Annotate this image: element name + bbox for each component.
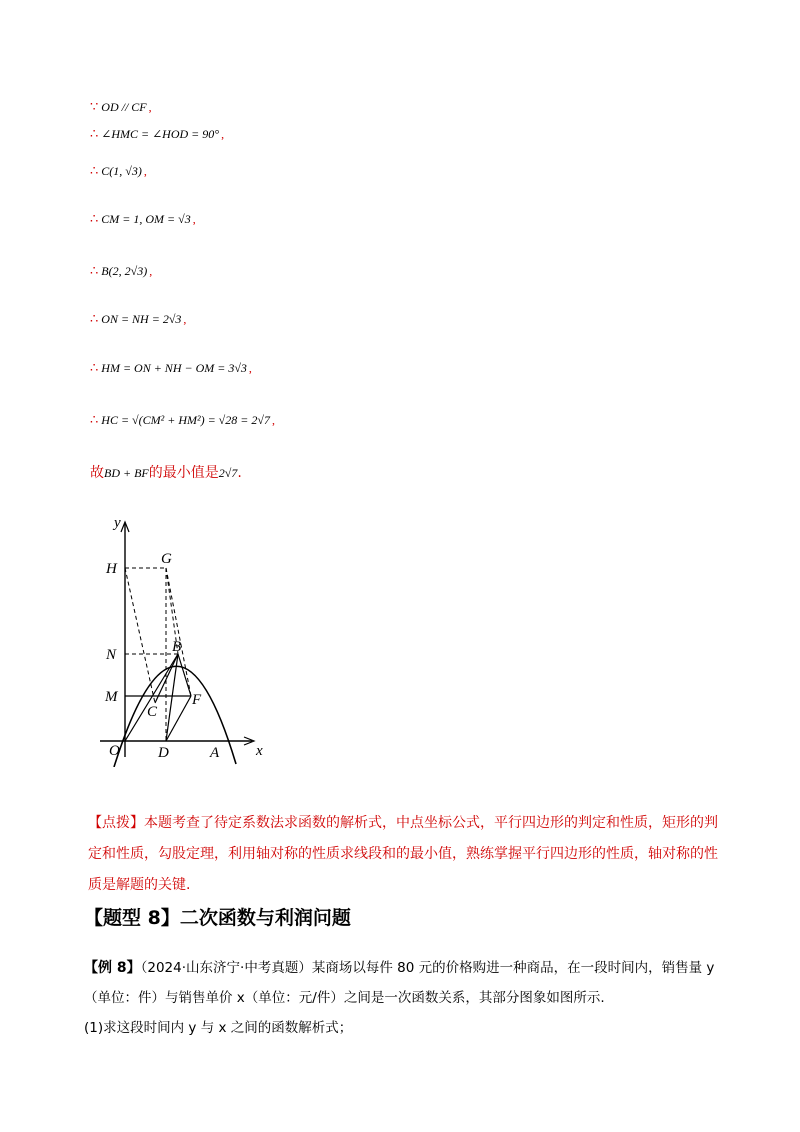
point-A: A (210, 745, 220, 761)
solution-line: ∴ C(1, √3) , (90, 163, 147, 178)
solution-line: ∴ ON = NH = 2√3 , (90, 311, 187, 326)
conclusion-value: 2√7 (218, 466, 238, 480)
point-G: G (161, 551, 172, 567)
conclusion-prefix: 故 (90, 465, 104, 481)
example-text: （2024·山东济宁·中考真题）某商场以每件 80 元的价格购进一种商品，在一段时间内，销售量 y（单位：件）与销售单价 x（单位：元/件）之间是一次函数关系，其部分图象如图所示. (84, 960, 715, 1006)
point-H: H (106, 561, 117, 577)
point-D: D (158, 745, 169, 761)
question-1: (1)求这段时间内 y 与 x 之间的函数解析式； (84, 1020, 353, 1036)
dashed-line-GF (166, 568, 191, 696)
segment-OB (125, 654, 178, 741)
conclusion-line (90, 462, 242, 482)
conclusion-end: . (237, 465, 242, 481)
conclusion-expr: BD + BF (104, 466, 149, 480)
segment-DF (166, 696, 191, 741)
point-M: M (105, 689, 118, 705)
example-label: 【例 8】 (84, 960, 141, 976)
tip-paragraph: 【点拨】本题考查了待定系数法求函数的解析式，中点坐标公式，平行四边形的判定和性质，矩形的判定和性质，勾股定理，利用轴对称的性质求线段和的最小值，熟练掌握平行四边形的性质，轴对称的性质是解题的关键. (88, 815, 718, 893)
x-axis-label: x (256, 743, 263, 759)
point-O: O (109, 743, 120, 759)
solution-line: ∵ OD // CF , (90, 99, 152, 114)
solution-line: ∴ CM = 1, OM = √3 , (90, 211, 196, 226)
point-N: N (106, 647, 117, 663)
example-paragraph (84, 953, 734, 1013)
point-B: B (172, 639, 182, 655)
solution-line: ∴ HC = √(CM² + HM²) = √28 = 2√7 , (90, 412, 275, 427)
point-C: C (147, 704, 158, 720)
section-heading: 【题型 8】二次函数与利润问题 (84, 907, 351, 929)
solution-line: ∴ ∠HMC = ∠HOD = 90° , (90, 126, 225, 141)
solution-line: ∴ HM = ON + NH − OM = 3√3 , (90, 360, 252, 375)
geometry-figure (100, 512, 280, 767)
solution-line: ∴ B(2, 2√3) , (90, 263, 153, 278)
point-F: F (192, 692, 202, 708)
y-axis-label: y (114, 515, 121, 531)
conclusion-middle: 的最小值是 (148, 465, 219, 481)
